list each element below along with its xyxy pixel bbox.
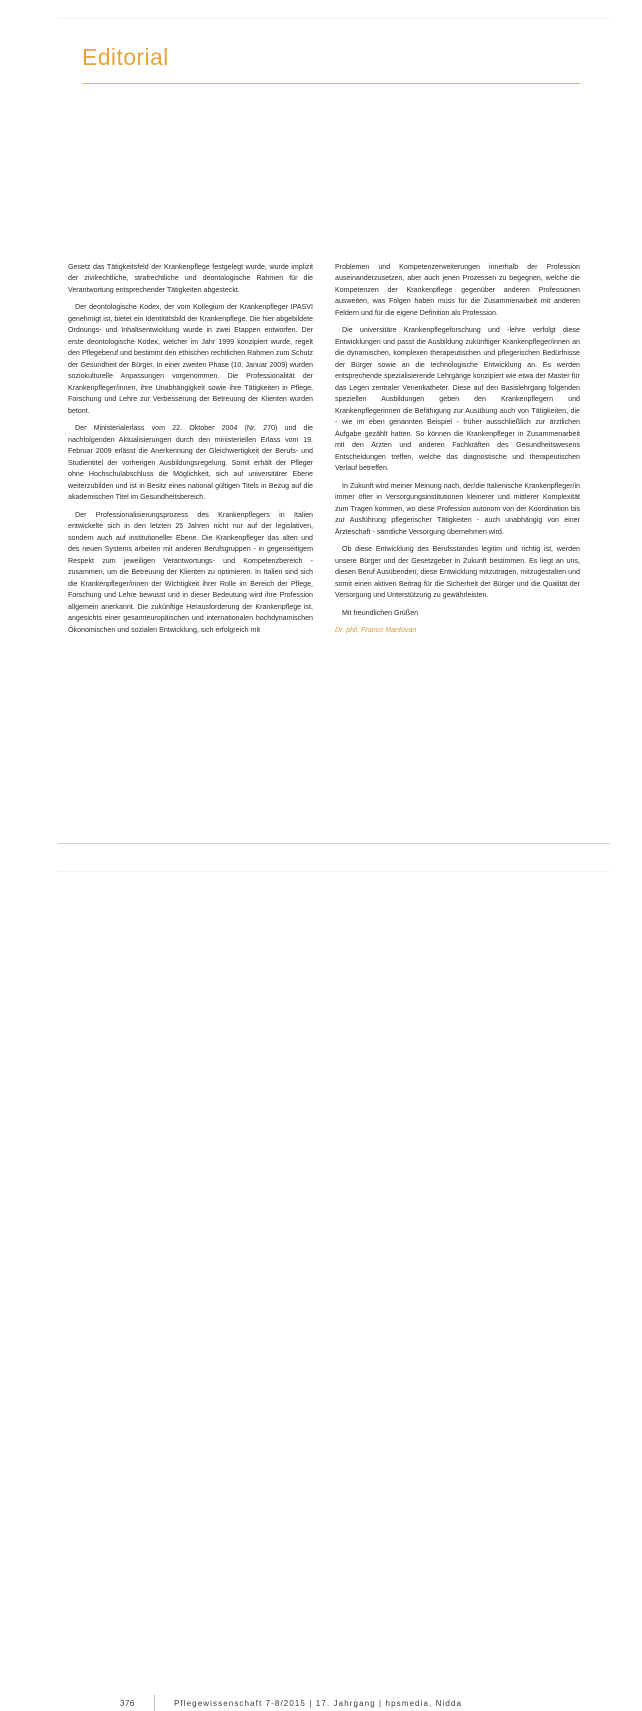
paragraph: Gesetz das Tätigkeitsfeld der Krankenpflege festgelegt wurde, wurde implizit der zivilrechtliche, strafrechtliche und deontologische Rahmen für die Verantwortung entsprechender Tätigkeiten abgesteckt. (68, 263, 313, 294)
footer-citation: Pflegewissenschaft 7-8/2015 | 17. Jahrgang | hpsmedia, Nidda (174, 1699, 463, 1708)
column-right (335, 262, 580, 837)
footer-vertical-divider (154, 1695, 155, 1711)
paragraph: Problemen und Kompetenzerweiterungen innerhalb der Profession auseinanderzusetzen, aber auch jenen Prozessen zu begegnen, welche die Kompetenzen der Krankenpflege gegenüber anderen Professionen ausweiten, was Folgen haben muss für die Zusammenarbeit mit anderen Feldern und für die eigene Definition als Profession. (335, 263, 580, 317)
page-bottom-edge (58, 871, 610, 872)
column-left (68, 262, 313, 837)
paragraph: Ob diese Entwicklung des Berufsstandes legitim und richtig ist, werden unsere Bürger und der Gesetzgeber in Zukunft bestimmen. Es liegt an uns, diesen Beruf Ausübenden, diese Entwicklung mitzutragen, mitzugestalten und somit einen aktiven Beitrag für die Sicherheit der Bürger und die Qualität der Versorgung und Unterstützung zu gewährleisten. (335, 545, 580, 600)
page-number: 376 (120, 1699, 135, 1708)
header-divider (82, 83, 580, 84)
page-top-edge (58, 18, 610, 19)
article-body (68, 262, 580, 837)
paragraph: Der Ministerialerlass vom 22. Oktober 2004 (Nr. 270) und die nachfolgenden Aktualisierungen durch den ministeriellen Erlass vom 19. Februar 2009 erlässt die Anerkennung der Gleichwertigkeit der Berufs- und Studientitel der vorherigen Ausbildungsregelung. Somit erhält der Pfleger ohne Hochschulabschluss die Möglichkeit, sich auf universitärer Ebene weiterzubilden und ist in Besitz eines national gültigen Titels in Bezug auf die akademischen Titel im Gesundheitsbereich. (68, 424, 313, 502)
paragraph: Der deontologische Kodex, der vom Kollegium der Krankenpfleger IPASVI genehmigt ist, bietet ein Identitätsbild der Krankenpflege. Die hier abgebildete Ordnungs- und Inhaltsentwicklung wurde in zwei Etappen entworfen. Der erste deontologische Kodex, welcher im Jahr 1999 konzipiert wurde, regelt den Pflegeberuf und bestimmt den ethischen rechtlichen Rahmen zum Schutz der Gesundheit der Bürger. In einer zweiten Phase (10. Januar 2009) wurden soziokulturelle Anpassungen vorgenommen. Die Professionalität der Krankenpfleger/innen, ihre Unabhängigkeit sowie ihre Tätigkeiten in Pflege, Forschung und Lehre zur Verbesserung der Betreuung der Klienten wurden betont. (68, 303, 313, 415)
page-footer (58, 846, 610, 1708)
author-signature: Dr. phil. Franco Mantovan (335, 626, 417, 635)
footer-divider-rule (58, 843, 610, 844)
page-title: Editorial (82, 44, 169, 70)
paragraph: Der Professionalisierungsprozess des Krankenpflegers in Italien entwickelte sich in den letzten 25 Jahren nicht nur auf der legislativen, sondern auch auf institutioneller Ebene. Die Krankenpfleger das alten und des neuen Systems arbeiten mit anderen Berufsgruppen - in gegenseitigem Respekt zum jeweiligen Verantwortungs- und Kompetenzbereich - zusammen, um die Betreuung der Klienten zu optimieren. In Italien sind sich die Krankenpfleger/innen der Wichtigkeit ihrer Rolle im Bereich der Pflege, Forschung und Lehre bewusst und in dieser Bedeutung wird ihre Profession allgemein anerkannt. Die zukünftige Herausforderung der Krankenpflege ist, angesichts einer gesamteuropäischen und internationalen hochdynamischen Ökonomischen und sozialen Entwicklung, sich erfolgreich mit (68, 510, 313, 634)
closing-line: Mit freundlichen Grüßen (342, 608, 419, 617)
paragraph: In Zukunft wird meiner Meinung nach, der/die Italienische Krankenpfleger/in immer öfter in Versorgungsinstitutionen kleinerer und mittlerer Komplexität zum Tragen kommen, wo diese Profession autonom von der Koordination bis zur Ausführung pflegerischer Tätigkeiten - auch unabhängig von einer Ärzteschaft - sämtliche Versorgung übernehmen wird. (335, 481, 580, 536)
paragraph: Die universitäre Krankenpflegeforschung und -lehre verfolgt diese Entwicklungen und passt die Ausbildung zukünftiger Krankenpfleger/innen an die dynamischen, komplexen therapeutischen und pflegerischen Bedürfnisse der Bürger sowie an die technologische Entwicklung an. Es werden entsprechende spezialisierende Lehrgänge konzipiert wie etwa der Master für das Legen zentraler Venenkatheter. Diese auf den Basislehrgang folgenden speziellen Ausbildungen geben den Krankenpflegern und Krankenpflegerinnen die Befähigung zur Ausübung auch von Tätigkeiten, die - wie im eben genannten Beispiel - früher ausschließlich zur ärztlichen Aufgabe gezählt hatten. So können die Krankenpfleger in Zusammenarbeit mit den Ärzten und anderen Fachkräften des Gesundheitswesens Entscheidungen treffen, welche das diagnostische und therapeutischen Verlauf betreffen. (335, 326, 580, 473)
